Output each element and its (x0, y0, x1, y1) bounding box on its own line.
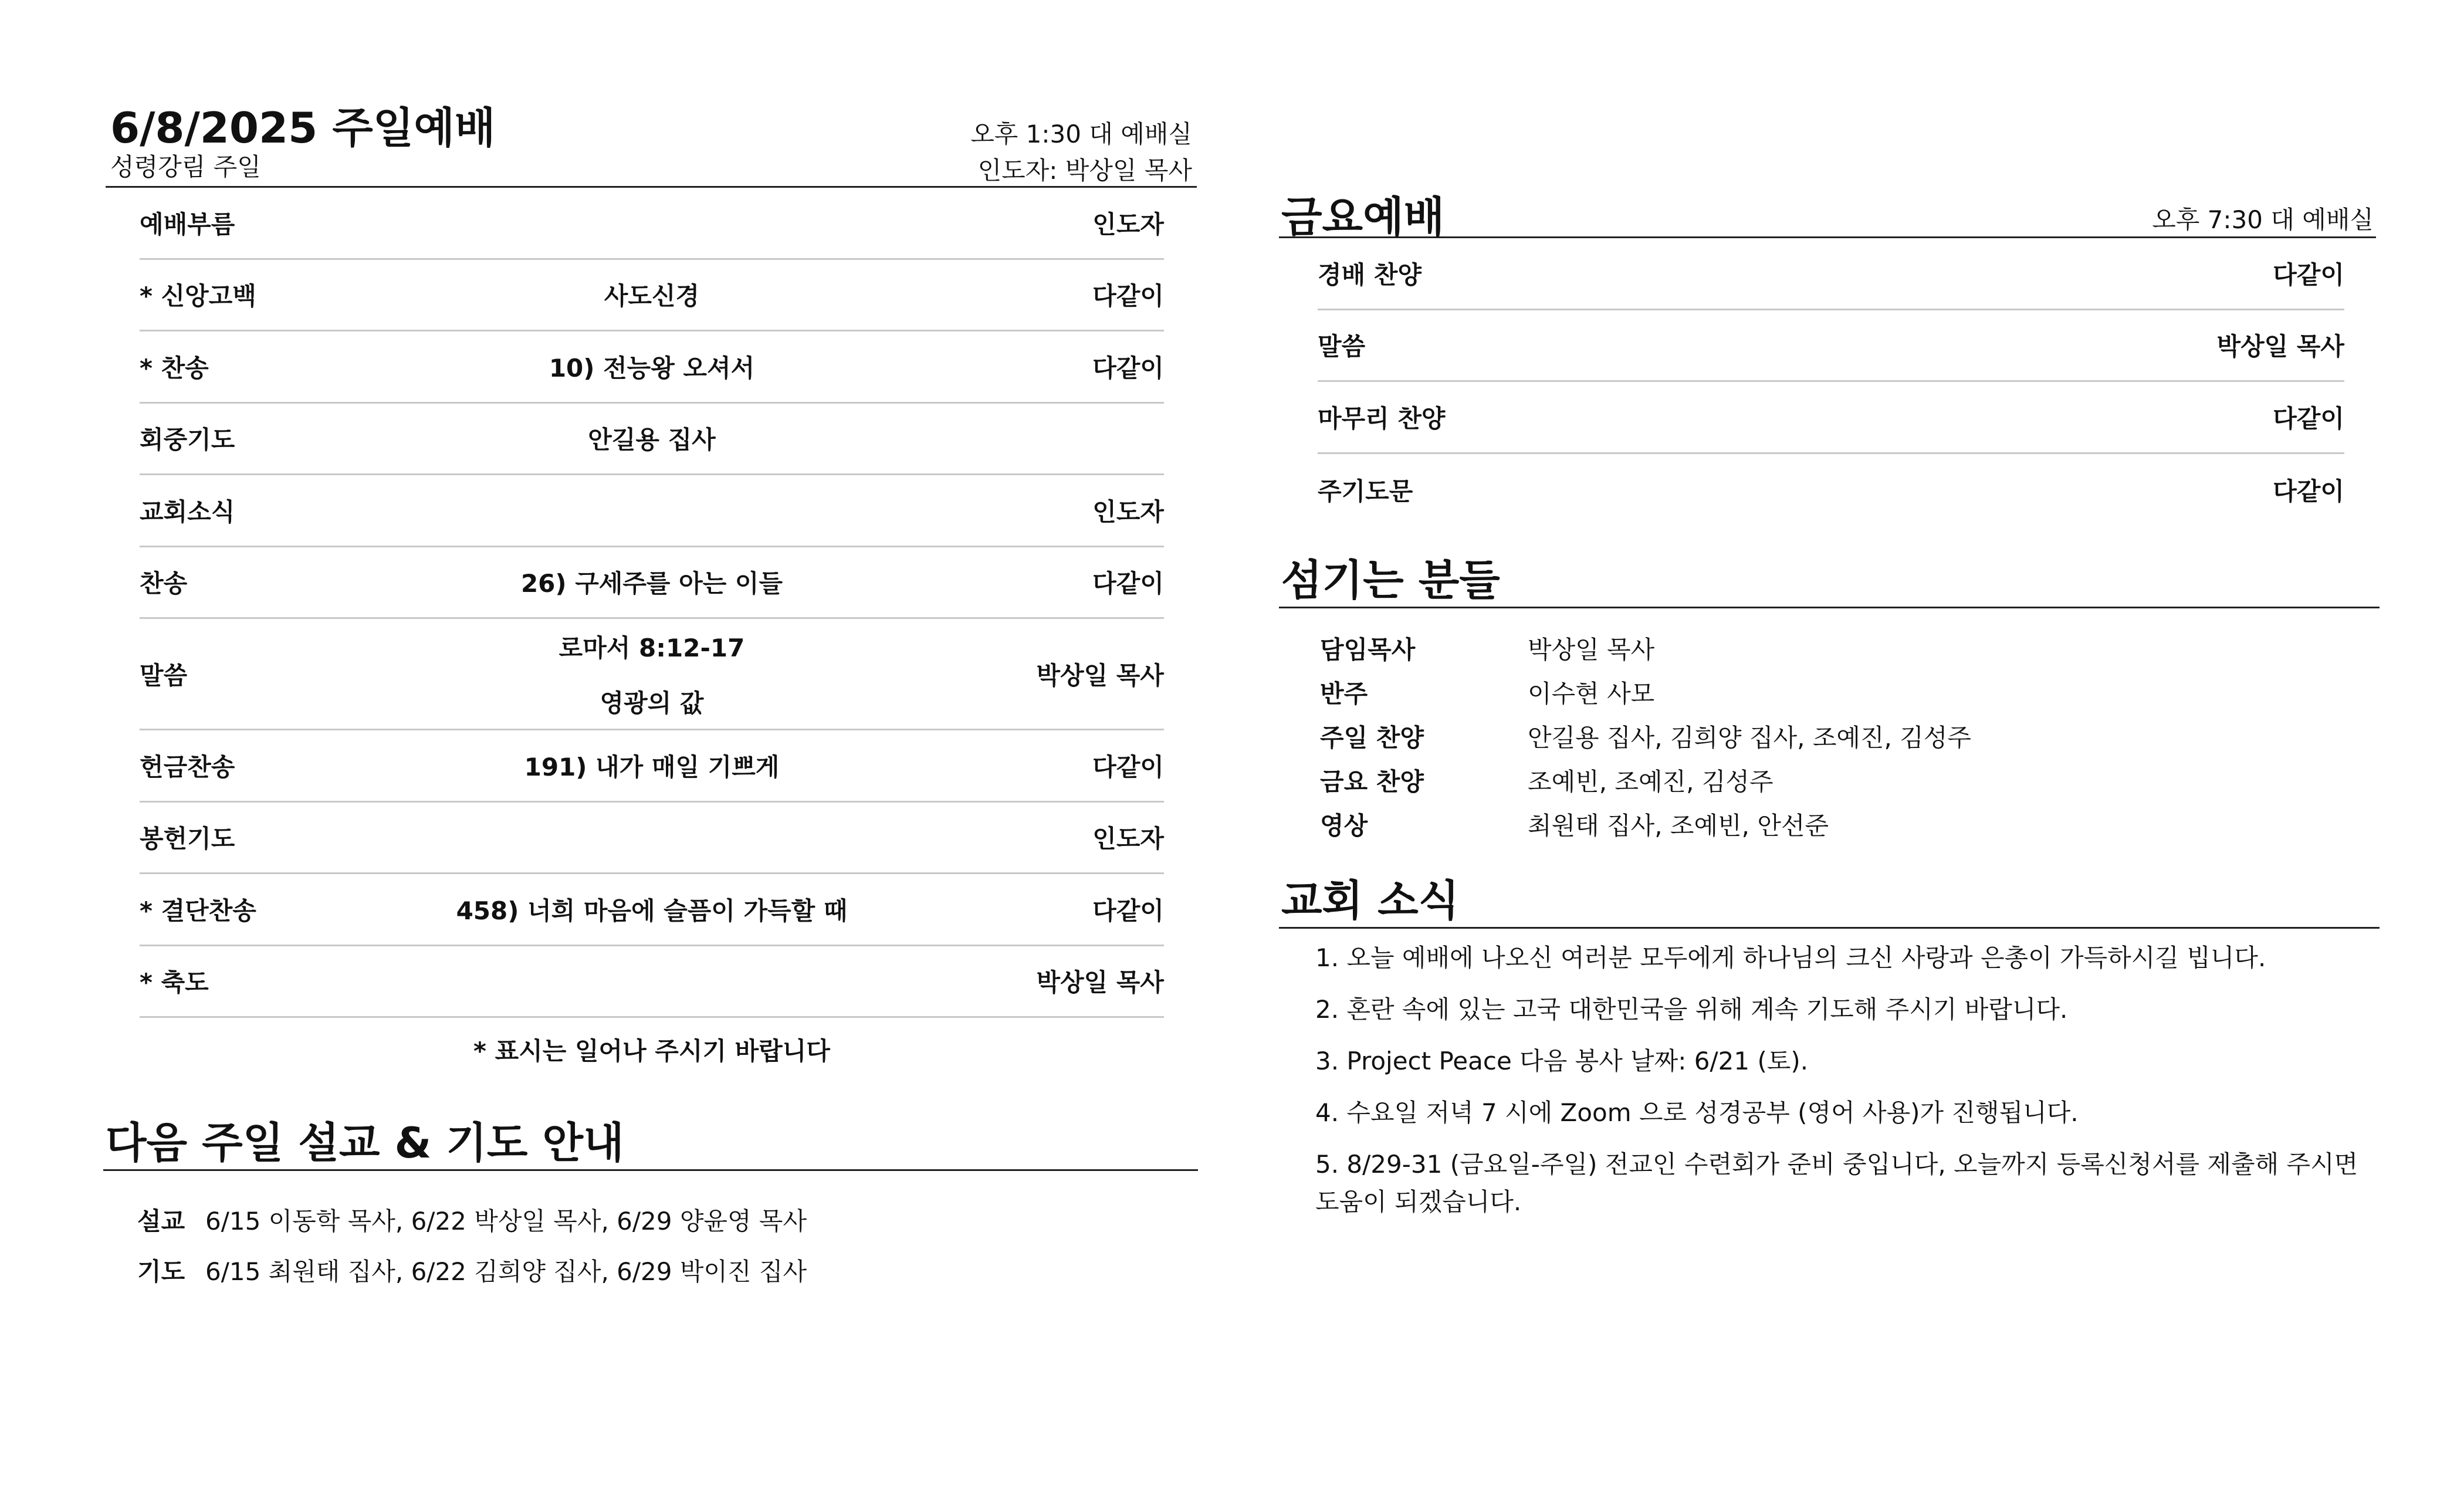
prayer-label: 기도 (137, 1257, 185, 1286)
friday-part: 주기도문 (1318, 476, 1413, 506)
order-part: 봉헌기도 (140, 824, 235, 854)
next-week-title: 다음 주일 설교 & 기도 안내 (106, 1118, 624, 1167)
order-content: 191) 내가 매일 기쁘게 (524, 752, 780, 781)
server-role: 반주 (1320, 679, 1368, 708)
sermon-label: 설교 (137, 1207, 185, 1236)
news-item: 1. 오늘 예배에 나오신 여러분 모두에게 하나님의 크신 사랑과 은총이 가득하시길 빕니다. (1315, 943, 2266, 972)
order-part: 찬송 (140, 569, 188, 598)
right-column (1279, 183, 2376, 1235)
order-by: 다같이 (1092, 896, 1164, 925)
order-content: 458) 너희 마음에 슬픔이 가득할 때 (456, 896, 848, 925)
order-row (140, 803, 1164, 875)
news-list (1315, 939, 2360, 1221)
news-item: 4. 수요일 저녁 7 시에 Zoom 으로 성경공부 (영어 사용)가 진행됩니다. (1315, 1098, 2079, 1127)
order-row (140, 404, 1164, 476)
server-row (1320, 626, 2376, 670)
order-row (140, 730, 1164, 803)
server-row (1320, 802, 2376, 846)
prayer-schedule: 6/15 최원태 집사, 6/22 김희양 집사, 6/29 박이진 집사 (205, 1257, 807, 1286)
sunday-header (106, 94, 1197, 188)
order-part: 교회소식 (140, 497, 235, 526)
order-part: 말씀 (140, 661, 188, 690)
order-content: 안길용 집사 (588, 425, 716, 455)
server-role: 금요 찬양 (1320, 767, 1424, 796)
next-week-header (103, 1116, 1198, 1171)
server-role: 주일 찬양 (1320, 723, 1424, 752)
servers-list (1320, 626, 2376, 846)
order-by: 다같이 (1092, 353, 1164, 383)
server-row (1320, 758, 2376, 802)
server-names: 이수현 사모 (1528, 679, 1655, 708)
friday-row (1318, 382, 2344, 454)
sermon-scripture: 로마서 8:12-17 (559, 633, 745, 662)
sermon-title: 영광의 값 (600, 688, 704, 717)
server-names: 박상일 목사 (1528, 635, 1655, 664)
news-item: 2. 혼란 속에 있는 고국 대한민국을 위해 계속 기도해 주시기 바랍니다. (1315, 995, 2068, 1024)
sunday-time: 오후 1:30 대 예배실 (970, 120, 1192, 148)
next-prayer-line (137, 1245, 1197, 1295)
order-content: 26) 구세주를 아는 이들 (520, 569, 783, 598)
friday-part: 경배 찬양 (1318, 260, 1421, 289)
order-part: * 신앙고백 (140, 282, 256, 311)
server-row (1320, 714, 2376, 758)
sunday-section (106, 94, 1197, 1295)
friday-header (1279, 183, 2376, 242)
friday-by: 다같이 (2273, 260, 2344, 289)
friday-time: 오후 7:30 대 예배실 (2152, 205, 2374, 234)
news-item: 3. Project Peace 다음 봉사 날짜: 6/21 (토). (1315, 1047, 1809, 1075)
order-by: 박상일 목사 (1036, 968, 1164, 997)
order-by: 인도자 (1092, 497, 1164, 526)
server-role: 담임목사 (1320, 635, 1416, 664)
news-title: 교회 소식 (1281, 876, 1460, 925)
order-row (140, 188, 1164, 260)
friday-by: 다같이 (2273, 476, 2344, 506)
friday-row (1318, 310, 2344, 383)
order-part: 예배부름 (140, 209, 235, 239)
server-names: 조예빈, 조예진, 김성주 (1528, 767, 1773, 796)
order-row (140, 475, 1164, 547)
friday-by: 다같이 (2273, 404, 2344, 433)
order-by: 다같이 (1092, 752, 1164, 781)
order-part: * 결단찬송 (140, 896, 256, 925)
order-row (140, 547, 1164, 620)
order-row (140, 874, 1164, 946)
server-row (1320, 670, 2376, 714)
news-header (1279, 874, 2380, 929)
server-names: 안길용 집사, 김희양 집사, 조예진, 김성주 (1528, 723, 1971, 752)
servers-title: 섬기는 분들 (1281, 556, 1500, 605)
next-week-list (137, 1194, 1197, 1295)
sunday-order-table (140, 188, 1164, 1067)
order-by: 인도자 (1092, 209, 1164, 239)
order-row (140, 331, 1164, 404)
sunday-subtitle: 성령강림 주일 (110, 153, 261, 181)
order-by: 다같이 (1092, 569, 1164, 598)
server-role: 영상 (1320, 811, 1368, 840)
order-by: 박상일 목사 (1036, 661, 1164, 690)
order-content: 사도신경 (604, 282, 700, 311)
friday-order-table (1318, 238, 2344, 526)
friday-row (1318, 454, 2344, 526)
friday-by: 박상일 목사 (2216, 332, 2344, 361)
order-part: * 축도 (140, 968, 209, 997)
friday-part: 말씀 (1318, 332, 1366, 361)
sermon-schedule: 6/15 이동학 목사, 6/22 박상일 목사, 6/29 양윤영 목사 (205, 1207, 807, 1236)
order-row (140, 946, 1164, 1018)
servers-header (1279, 554, 2380, 608)
next-sermon-line (137, 1194, 1197, 1245)
order-row (140, 260, 1164, 332)
sunday-leader: 인도자: 박상일 목사 (977, 156, 1192, 185)
order-by: 인도자 (1092, 824, 1164, 854)
sunday-title: 6/8/2025 주일예배 (110, 103, 496, 153)
standing-note: * 표시는 일어나 주시기 바랍니다 (473, 1037, 830, 1065)
friday-row (1318, 238, 2344, 310)
order-part: * 찬송 (140, 353, 209, 383)
order-part: 헌금찬송 (140, 752, 235, 781)
server-names: 최원태 집사, 조예빈, 안선준 (1528, 811, 1829, 840)
order-content (433, 629, 871, 719)
order-by: 다같이 (1092, 282, 1164, 311)
friday-title: 금요예배 (1281, 192, 1445, 242)
news-item: 5. 8/29-31 (금요일-주일) 전교인 수련회가 준비 중입니다, 오늘까지 등록신청서를 제출해 주시면 도움이 되겠습니다. (1315, 1150, 2358, 1216)
order-part: 회중기도 (140, 425, 235, 455)
order-content: 10) 전능왕 오셔서 (549, 353, 755, 383)
order-row (140, 619, 1164, 730)
friday-part: 마무리 찬양 (1318, 404, 1446, 433)
